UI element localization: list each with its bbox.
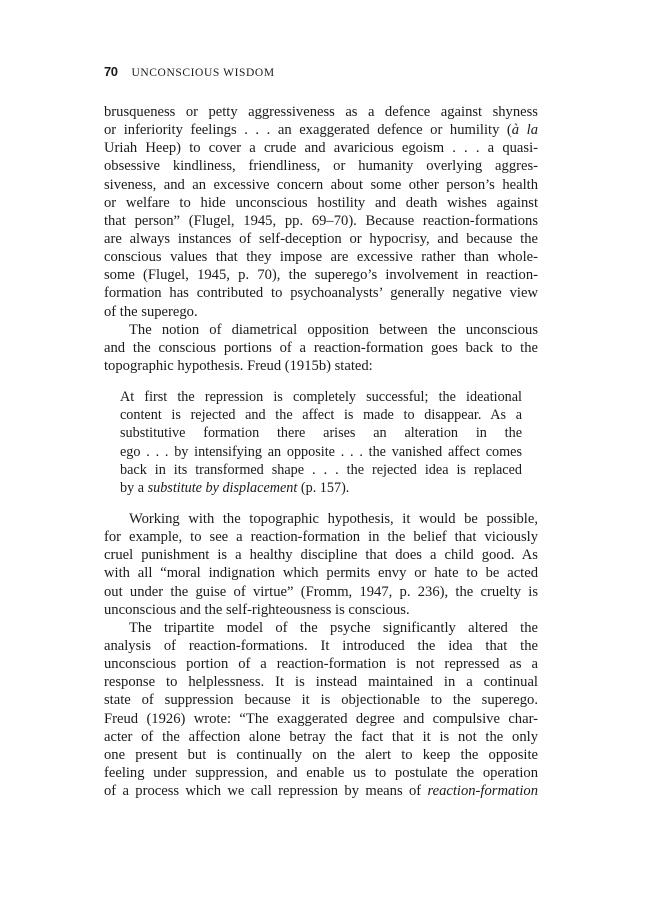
text-line: acter of the affection alone betray the fact that it is not the only xyxy=(104,728,538,745)
text-line: or welfare to hide unconscious hostility and death wishes against xyxy=(104,194,538,211)
quote-line xyxy=(120,479,522,497)
text-line: are always instances of self-deception or hypocrisy, and because the xyxy=(104,230,538,247)
text-line: Uriah Heep) to cover a crude and avaricious egoism . . . a quasi- xyxy=(104,140,538,157)
text-line: for example, to see a reaction-formation in the belief that viciously xyxy=(104,529,538,546)
text-line: unconscious and the self-righteousness is conscious. xyxy=(104,601,410,618)
running-head xyxy=(104,64,275,80)
text-line: The tripartite model of the psyche significantly altered the xyxy=(129,619,538,636)
text-line: Freud (1926) wrote: “The exaggerated degree and compulsive char- xyxy=(104,710,538,727)
quote-line: At first the repression is completely successful; the ideational xyxy=(120,389,522,406)
text-line xyxy=(104,782,538,800)
italic-phrase: substitute by displacement xyxy=(147,479,298,496)
text-line: unconscious portion of a reaction-formation is not repressed as a xyxy=(104,656,538,673)
text-line: analysis of reaction-formations. It introduced the idea that the xyxy=(104,637,538,654)
text-line: feeling under suppression, and enable us to postulate the operation xyxy=(104,764,538,781)
text-line: with all “moral indignation which permits envy or hate to be acted xyxy=(104,565,538,582)
quote-line: back in its transformed shape . . . the rejected idea is replaced xyxy=(120,461,522,478)
text-line: some (Flugel, 1945, p. 70), the superego’s involvement in reaction- xyxy=(104,267,538,284)
text-line: brusqueness or petty aggressiveness as a defence against shyness xyxy=(104,104,538,120)
quote-line: content is rejected and the affect is made to disappear. As a xyxy=(120,407,522,424)
text-line: and the conscious portions of a reaction-formation goes back to the xyxy=(104,339,538,356)
text-line: siveness, and an excessive concern about some other person’s health xyxy=(104,176,538,193)
text-span: of a process which we call repression by means of xyxy=(104,783,428,800)
text-line: obsessive kindliness, friendliness, or humanity overlying aggres- xyxy=(104,158,538,175)
text-line xyxy=(104,121,538,139)
text-line: conscious values that they impose are excessive rather than whole- xyxy=(104,249,538,266)
text-line: response to helplessness. It is instead maintained in a continual xyxy=(104,674,538,691)
text-line: formation has contributed to psychoanalysts’ generally negative view xyxy=(104,285,538,302)
text-line: that person” (Flugel, 1945, pp. 69–70). Because reaction-formations xyxy=(104,212,538,229)
text-line: cruel punishment is a healthy discipline that does a child good. As xyxy=(104,547,538,564)
text-line: state of suppression because it is objectionable to the superego. xyxy=(104,692,538,709)
italic-phrase: reaction-formation xyxy=(427,783,538,800)
text-span: by a xyxy=(120,479,148,496)
text-span: or inferiority feelings . . . an exaggerated defence or humility ( xyxy=(104,122,512,139)
quote-line: substitutive formation there arises an alteration in the xyxy=(120,425,522,442)
text-line: of the superego. xyxy=(104,303,198,320)
text-span: (p. 157). xyxy=(297,479,350,496)
text-line: out under the guise of virtue” (Fromm, 1947, p. 236), the cruelty is xyxy=(104,583,538,600)
page-number: 70 xyxy=(104,64,118,79)
block-quote xyxy=(120,388,522,497)
text-line: The notion of diametrical opposition between the unconscious xyxy=(129,321,538,338)
body-text xyxy=(104,103,538,800)
text-line: Working with the topographic hypothesis, it would be possible, xyxy=(129,510,538,527)
text-line: topographic hypothesis. Freud (1915b) stated: xyxy=(104,357,373,374)
running-title: UNCONSCIOUS WISDOM xyxy=(131,67,275,79)
text-line: one present but is continually on the alert to keep the opposite xyxy=(104,746,538,763)
quote-line: ego . . . by intensifying an opposite . . . the vanished affect comes xyxy=(120,443,522,460)
italic-phrase: à la xyxy=(511,122,538,139)
